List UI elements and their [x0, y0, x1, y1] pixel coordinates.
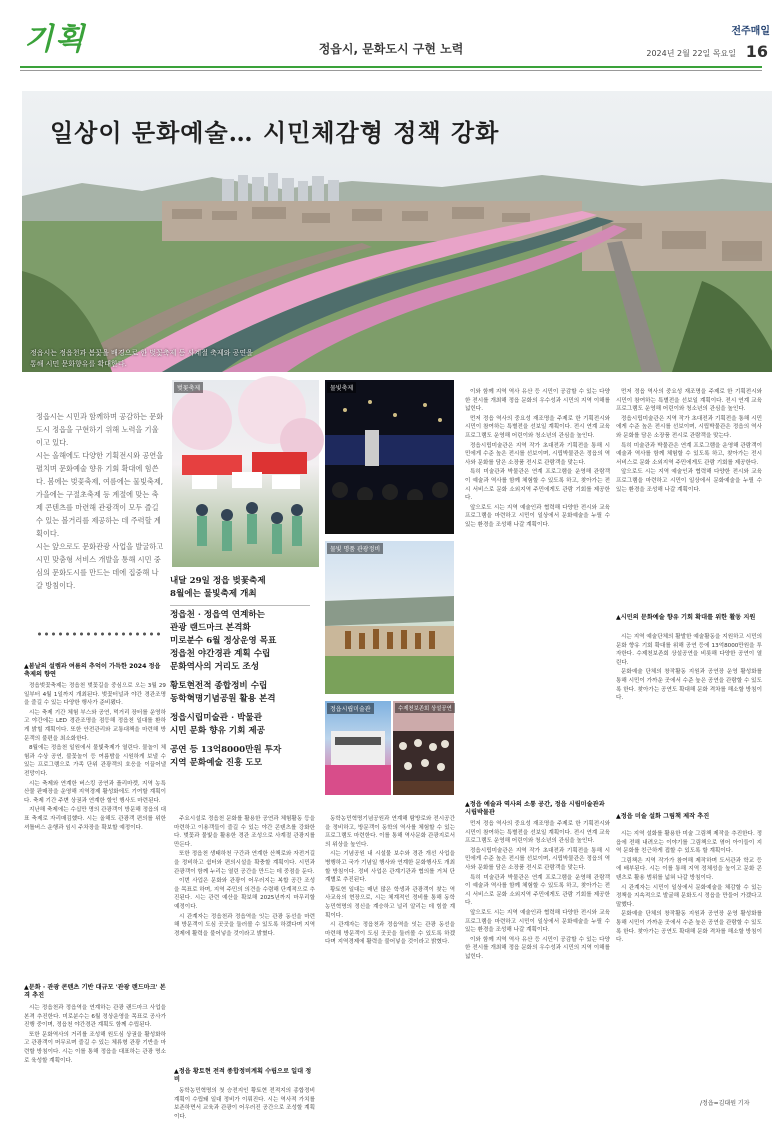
photo-park — [325, 541, 454, 694]
summary-line: 관광 랜드마크 본격화 — [170, 623, 251, 633]
dotted-separator — [36, 631, 164, 637]
summary-line: 미로분수 6월 정상운영 목표 — [170, 636, 277, 646]
lead-paragraph: 시는 올해에도 다양한 기획전시와 공연을 펼치며 문화예술 향유 기회 확대에 힘쓴다. 봄에는 벚꽃축제, 여름에는 물빛축제, 가을에는 구절초축제 등 계절에 맞는 축제 콘텐츠를 마련해 관광객이 모두 즐길 수 있는 볼거리를 제공하는 데 주력할 계획이다. — [36, 451, 164, 538]
body-paragraph: 8월에는 정읍천 일원에서 물빛축제가 열린다. 물놀이 체험과 수상 공연, 불꽃놀이 등 여름밤을 시원하게 보낼 수 있는 프로그램으로 가족 단위 관광객의 호응을 이끌어낼 전망이다. — [24, 745, 166, 777]
concert-image — [393, 701, 454, 795]
column-5-picturebook — [616, 830, 762, 1092]
body-paragraph: 황토현 일대는 매년 많은 학생과 관광객이 찾는 역사교육의 현장으로, 시는 체계적인 정비를 통해 동학농민혁명의 정신을 계승하고 널리 알리는 데 힘쓸 계획이다. — [325, 886, 455, 919]
summary-line: 문화역사의 거리도 조성 — [170, 662, 259, 672]
body-paragraph: 동학농민혁명의 첫 승전지인 황토현 전적지의 종합정비계획이 수립돼 일대 정비가 이뤄진다. 시는 역사적 가치를 보존하면서 교육과 관광이 어우러진 공간으로 조성할 계획이다. — [174, 1088, 315, 1120]
body-paragraph: 정읍벚꽃축제는 정읍천 벚꽃길을 중심으로 오는 3월 29일부터 4월 1일까지 개최된다. 벚꽃터널과 야간 경관조명을 즐길 수 있는 다양한 행사가 준비됐다. — [24, 683, 166, 707]
body-paragraph: 특히 미술관과 박물관은 연계 프로그램을 운영해 관람객이 예술과 역사를 함께 체험할 수 있도록 하고, 찾아가는 전시 서비스로 문화 소외지역 주민에게도 관람 기회를 제공한다. — [465, 469, 610, 502]
photo-label-cherry: 벚꽃축제 — [174, 382, 203, 393]
summary-line: 동학혁명기념공원 활용 본격 — [170, 694, 276, 704]
summary-line: 정읍시립미술관 · 박물관 — [170, 713, 262, 723]
column-5 — [616, 388, 762, 612]
cherry-festival-image — [172, 380, 319, 567]
body-paragraph: 시는 정읍천과 정읍역을 연계하는 관광 랜드마크 사업을 본격 추진한다. 미로분수는 6월 정상운영을 목표로 공사가 진행 중이며, 정읍천 야간경관 계획도 함께 수립된다. — [24, 1005, 166, 1029]
summary-line: 지역 문화예술 진흥 도모 — [170, 758, 262, 768]
column-4 — [465, 388, 610, 788]
byline: /정읍=김대원 기자 — [700, 1100, 750, 1107]
hero-title: 일상이 문화예술… 시민체감형 정책 강화 — [50, 118, 500, 147]
park-sculpture-image — [325, 541, 454, 694]
body-paragraph: 먼저 정읍 역사의 중요성 재조명을 주제로 한 기획전시와 시민이 참여하는 특별전을 선보일 계획이다. 전시 연계 교육 프로그램도 운영해 어린이와 청소년의 관심을 높인다. — [616, 389, 762, 413]
summary-box — [170, 575, 322, 767]
body-paragraph: 특히 미술관과 박물관은 연계 프로그램을 운영해 관람객이 예술과 역사를 함께 체험할 수 있도록 하고, 찾아가는 전시 서비스로 문화 소외지역 주민에게도 관람 기회를 제공한다. — [616, 442, 762, 466]
body-paragraph: 앞으로도 시는 지역 예술인과 협력해 다양한 전시와 교육 프로그램을 마련하고 시민이 일상에서 문화예술을 누릴 수 있는 환경을 조성해 나갈 계획이다. — [616, 469, 762, 493]
subhead-landmark: ▲문화 · 관광 콘텐츠 기반 대규모 '관광 랜드마크' 본격 추진 — [24, 984, 166, 1000]
summary-line: 내달 29일 정읍 벚꽃축제 — [170, 576, 266, 586]
photo-label-concert: 수제천보존회 상설공연 — [395, 703, 455, 713]
lead-paragraph: 정읍시는 시민과 함께하며 공감하는 문화도시 정읍을 구현하기 위해 노력을 기울이고 있다. — [36, 412, 164, 447]
body-paragraph: 먼저 정읍 역사의 중요성 재조명을 주제로 한 기획전시와 시민이 참여하는 특별전을 선보일 계획이다. 전시 연계 교육 프로그램도 운영해 어린이와 청소년의 관심을 높인다. — [465, 415, 610, 439]
summary-line: 시민 문화 향유 기회 제공 — [170, 726, 265, 736]
body-paragraph: 시는 축제와 연계한 버스킹 공연과 플리마켓, 지역 농특산물 판매장을 운영해 지역경제 활성화에도 기여할 계획이다. 축제 기간 주변 상권과 연계한 할인 행사도 마련된다. — [24, 780, 166, 804]
museum-building-image — [325, 701, 391, 795]
column-2-cont — [174, 1087, 315, 1120]
body-paragraph: 시 관계자는 정읍천과 정읍역을 잇는 관광 동선을 마련해 방문객이 도심 곳곳을 둘러볼 수 있도록 하겠다며 지역경제에 활력을 불어넣을 것이라고 밝혔다. — [174, 913, 315, 937]
photo-label-park: 물빛 명품 관광정비 — [327, 543, 383, 554]
body-paragraph: 시는 지역 예술단체의 활발한 예술활동을 지원하고 시민의 문화 향유 기회 확대를 위해 공연 등에 13억8000만원을 투자한다. 수제천보존회 상설공연을 비롯해 다양한 공연이 열린다. — [616, 634, 762, 666]
body-paragraph: 시 관계자는 정읍천과 정읍역을 잇는 관광 동선을 마련해 방문객이 도심 곳곳을 둘러볼 수 있도록 하겠다며 지역경제에 활력을 불어넣을 것이라고 밝혔다. — [325, 922, 455, 946]
body-paragraph: 앞으로도 시는 지역 예술인과 협력해 다양한 전시와 교육 프로그램을 마련하고 시민이 일상에서 문화예술을 누릴 수 있는 환경을 조성해 나갈 계획이다. — [465, 909, 610, 934]
body-paragraph: 주요시설로 정읍천 문화를 활용한 공연과 체험활동 등을 마련하고 이용객들이 즐길 수 있는 야간 콘텐츠를 강화한다. 벚꽃과 물빛을 활용한 경관 조성으로 사계절 관광지를 만든다. — [174, 816, 315, 848]
section-logo: 기획 — [24, 22, 86, 57]
column-3 — [325, 815, 455, 1109]
subhead-picture-book: ▲정읍 미술 설화 그림책 제작 추진 — [616, 813, 710, 820]
body-paragraph: 시는 기념공원 내 시설물 보수와 경관 개선 사업을 병행하고 국가 기념일 행사와 연계한 문화행사도 개최할 방침이다. 정비 사업은 관계기관과 협의를 거쳐 단계별로 추진된다. — [325, 851, 455, 884]
body-paragraph: 앞으로도 시는 지역 예술인과 협력해 다양한 전시와 교육 프로그램을 마련하고 시민이 일상에서 문화예술을 누릴 수 있는 환경을 조성해 나갈 계획이다. — [465, 504, 610, 528]
header-rule — [20, 66, 762, 68]
body-paragraph: 또한 정읍천 생태하천 구간과 연계한 산책로와 자전거길을 정비하고 쉼터와 편의시설을 확충할 계획이다. 시민과 관광객이 함께 누리는 열린 공간을 만드는 데 중점을 둔다. — [174, 851, 315, 875]
body-paragraph: 시 관계자는 시민이 일상에서 문화예술을 체감할 수 있는 정책을 지속적으로 발굴해 문화도시 정읍을 만들어 가겠다고 말했다. — [616, 884, 762, 908]
body-paragraph: 이와 함께 지역 역사 유산 등 시민이 공감할 수 있는 다양한 전시를 개최해 정읍 문화의 우수성과 시민의 지역 이해를 넓힌다. — [465, 389, 610, 413]
summary-line: 정읍천 · 정읍역 연계하는 — [170, 610, 265, 620]
body-paragraph: 이와 함께 지역 역사 유산 등 시민이 공감할 수 있는 다양한 전시를 개최해 정읍 문화의 우수성과 시민의 지역 이해를 넓힌다. — [465, 936, 610, 960]
body-paragraph: 동학농민혁명기념공원과 연계해 탐방로와 전시공간을 정비하고, 방문객이 동학의 역사를 체험할 수 있는 프로그램도 마련한다. 이를 통해 역사문화 관광지로서의 위상을 높인다. — [325, 816, 455, 848]
body-paragraph: 지난해 축제에는 수십만 명의 관광객이 방문해 정읍의 대표 축제로 자리매김했다. 시는 올해도 관광객 편의를 위한 셔틀버스 운행과 임시 주차장을 확보할 예정이다. — [24, 807, 166, 831]
body-paragraph: 정읍시립미술관은 지역 작가 초대전과 기획전을 통해 시민에게 수준 높은 전시를 선보이며, 시립박물관은 정읍의 역사와 문화를 담은 소장품 전시로 관람객을 맞는다. — [465, 442, 610, 466]
column-2 — [174, 815, 315, 1065]
hero-caption: 정읍시는 정읍천과 봄꽃을 배경으로 한 벚꽃축제 등 사계절 축제와 공연을 통해 시민 문화향유를 확대한다. — [30, 349, 253, 368]
summary-line: 공연 등 13억8000만원 투자 — [170, 745, 282, 755]
body-paragraph: 문화예술 단체의 창작활동 지원과 공연장 운영 활성화를 통해 시민이 가까운 곳에서 수준 높은 공연을 관람할 수 있도록 한다. 찾아가는 공연도 확대해 문화 격차를 해소할 방침이다. — [616, 911, 762, 944]
page-headline: 정읍시, 문화도시 구현 노력 — [318, 42, 464, 56]
column-1-cont — [24, 1004, 166, 1108]
body-paragraph: 시는 축제 기간 체험 부스와 공연, 먹거리 장터를 운영하고 야간에는 LED 경관조명을 점등해 정읍천 일대를 환하게 밝힐 계획이다. 또한 안전관리와 교통대책을 마련해 방문객의 불편을 최소화한다. — [24, 709, 166, 742]
header-rule-thin — [20, 70, 762, 71]
body-paragraph: 이번 사업은 문화와 관광이 어우러지는 복합 공간 조성을 목표로 하며, 지역 주민의 의견을 수렴해 단계적으로 추진된다. 시는 관련 예산을 확보해 2025년까지 마무리할 예정이다. — [174, 878, 315, 910]
summary-line: 황토현전적 종합정비 수립 — [170, 681, 268, 691]
column-5-support — [616, 633, 762, 808]
subhead-festival: ▲봄날의 설렘과 여름의 추억이 가득한 2024 정읍 축제의 향연 — [24, 663, 161, 679]
subhead-museum: ▲정읍 예술과 역사의 소통 공간, 정읍 시립미술관과 시립박물관 — [465, 801, 605, 817]
summary-line: 8월에는 물빛축제 개최 — [170, 589, 257, 599]
body-paragraph: 정읍시립미술관은 지역 작가 초대전과 기획전을 통해 시민에게 수준 높은 전시를 선보이며, 시립박물관은 정읍의 역사와 문화를 담은 소장품 전시로 관람객을 맞는다. — [616, 415, 762, 439]
photo-traditional-concert — [393, 701, 454, 795]
column-4-cont — [465, 820, 610, 1109]
photo-label-night: 물빛축제 — [327, 382, 356, 393]
body-paragraph: 또한 문화역사의 거리를 조성해 원도심 상권을 활성화하고 관광객이 머무르며 즐길 수 있는 체류형 관광 기반을 마련할 방침이다. 시는 이를 통해 정읍을 대표하는 관광 명소로 육성할 계획이다. — [24, 1031, 166, 1064]
photo-water-light-festival — [325, 380, 454, 534]
body-paragraph: 먼저 정읍 역사의 중요성 재조명을 주제로 한 기획전시와 시민이 참여하는 특별전을 선보일 계획이다. 전시 연계 교육 프로그램도 운영해 어린이와 청소년의 관심을 높인다. — [465, 821, 610, 845]
page-number: 16 — [745, 42, 768, 61]
body-paragraph: 시는 지역 설화를 활용한 미술 그림책 제작을 추진한다. 정읍에 전해 내려오는 이야기를 그림책으로 엮어 아이들이 지역 문화를 친근하게 접할 수 있도록 할 계획이다. — [616, 831, 762, 855]
subhead-culture-support: ▲시민의 문화예술 향유 기회 확대를 위한 활동 지원 — [616, 614, 756, 621]
subhead-hwangtohyeon: ▲정읍 황토현 전적 종합정비계획 수립으로 일대 정비 — [174, 1068, 312, 1084]
column-1 — [24, 682, 166, 980]
body-paragraph: 특히 미술관과 박물관은 연계 프로그램을 운영해 관람객이 예술과 역사를 함께 체험할 수 있도록 하고, 찾아가는 전시 서비스로 문화 소외지역 주민에게도 관람 기회를 제공한다. — [465, 874, 610, 907]
night-festival-image — [325, 380, 454, 534]
lead-paragraph: 시는 앞으로도 문화관광 사업을 발굴하고 시민 맞춤형 서비스 개발을 통해 시민 중심의 문화도시를 만드는 데에 집중해 나갈 방침이다. — [36, 542, 164, 590]
photo-cherry-blossom-festival — [172, 380, 319, 567]
photo-art-museum — [325, 701, 391, 795]
body-paragraph: 정읍시립미술관은 지역 작가 초대전과 기획전을 통해 시민에게 수준 높은 전시를 선보이며, 시립박물관은 정읍의 역사와 문화를 담은 소장품 전시로 관람객을 맞는다. — [465, 847, 610, 871]
summary-line: 정읍천 야간경관 계획 수립 — [170, 649, 271, 659]
summary-divider — [170, 605, 310, 606]
body-paragraph: 그림책은 지역 작가가 참여해 제작하며 도서관과 학교 등에 배부된다. 시는 이를 통해 지역 정체성을 높이고 문화 콘텐츠로 활용 범위를 넓혀 나갈 방침이다. — [616, 857, 762, 881]
newspaper-name: 전주매일 — [731, 26, 770, 37]
lead-paragraphs — [36, 410, 164, 592]
issue-date: 2024년 2월 22일 목요일 — [646, 49, 736, 58]
body-paragraph: 문화예술 단체의 창작활동 지원과 공연장 운영 활성화를 통해 시민이 가까운 곳에서 수준 높은 공연을 관람할 수 있도록 한다. 찾아가는 공연도 확대해 문화 격차를 해소할 방침이다. — [616, 669, 762, 702]
photo-label-museum: 정읍시립미술관 — [327, 703, 374, 714]
